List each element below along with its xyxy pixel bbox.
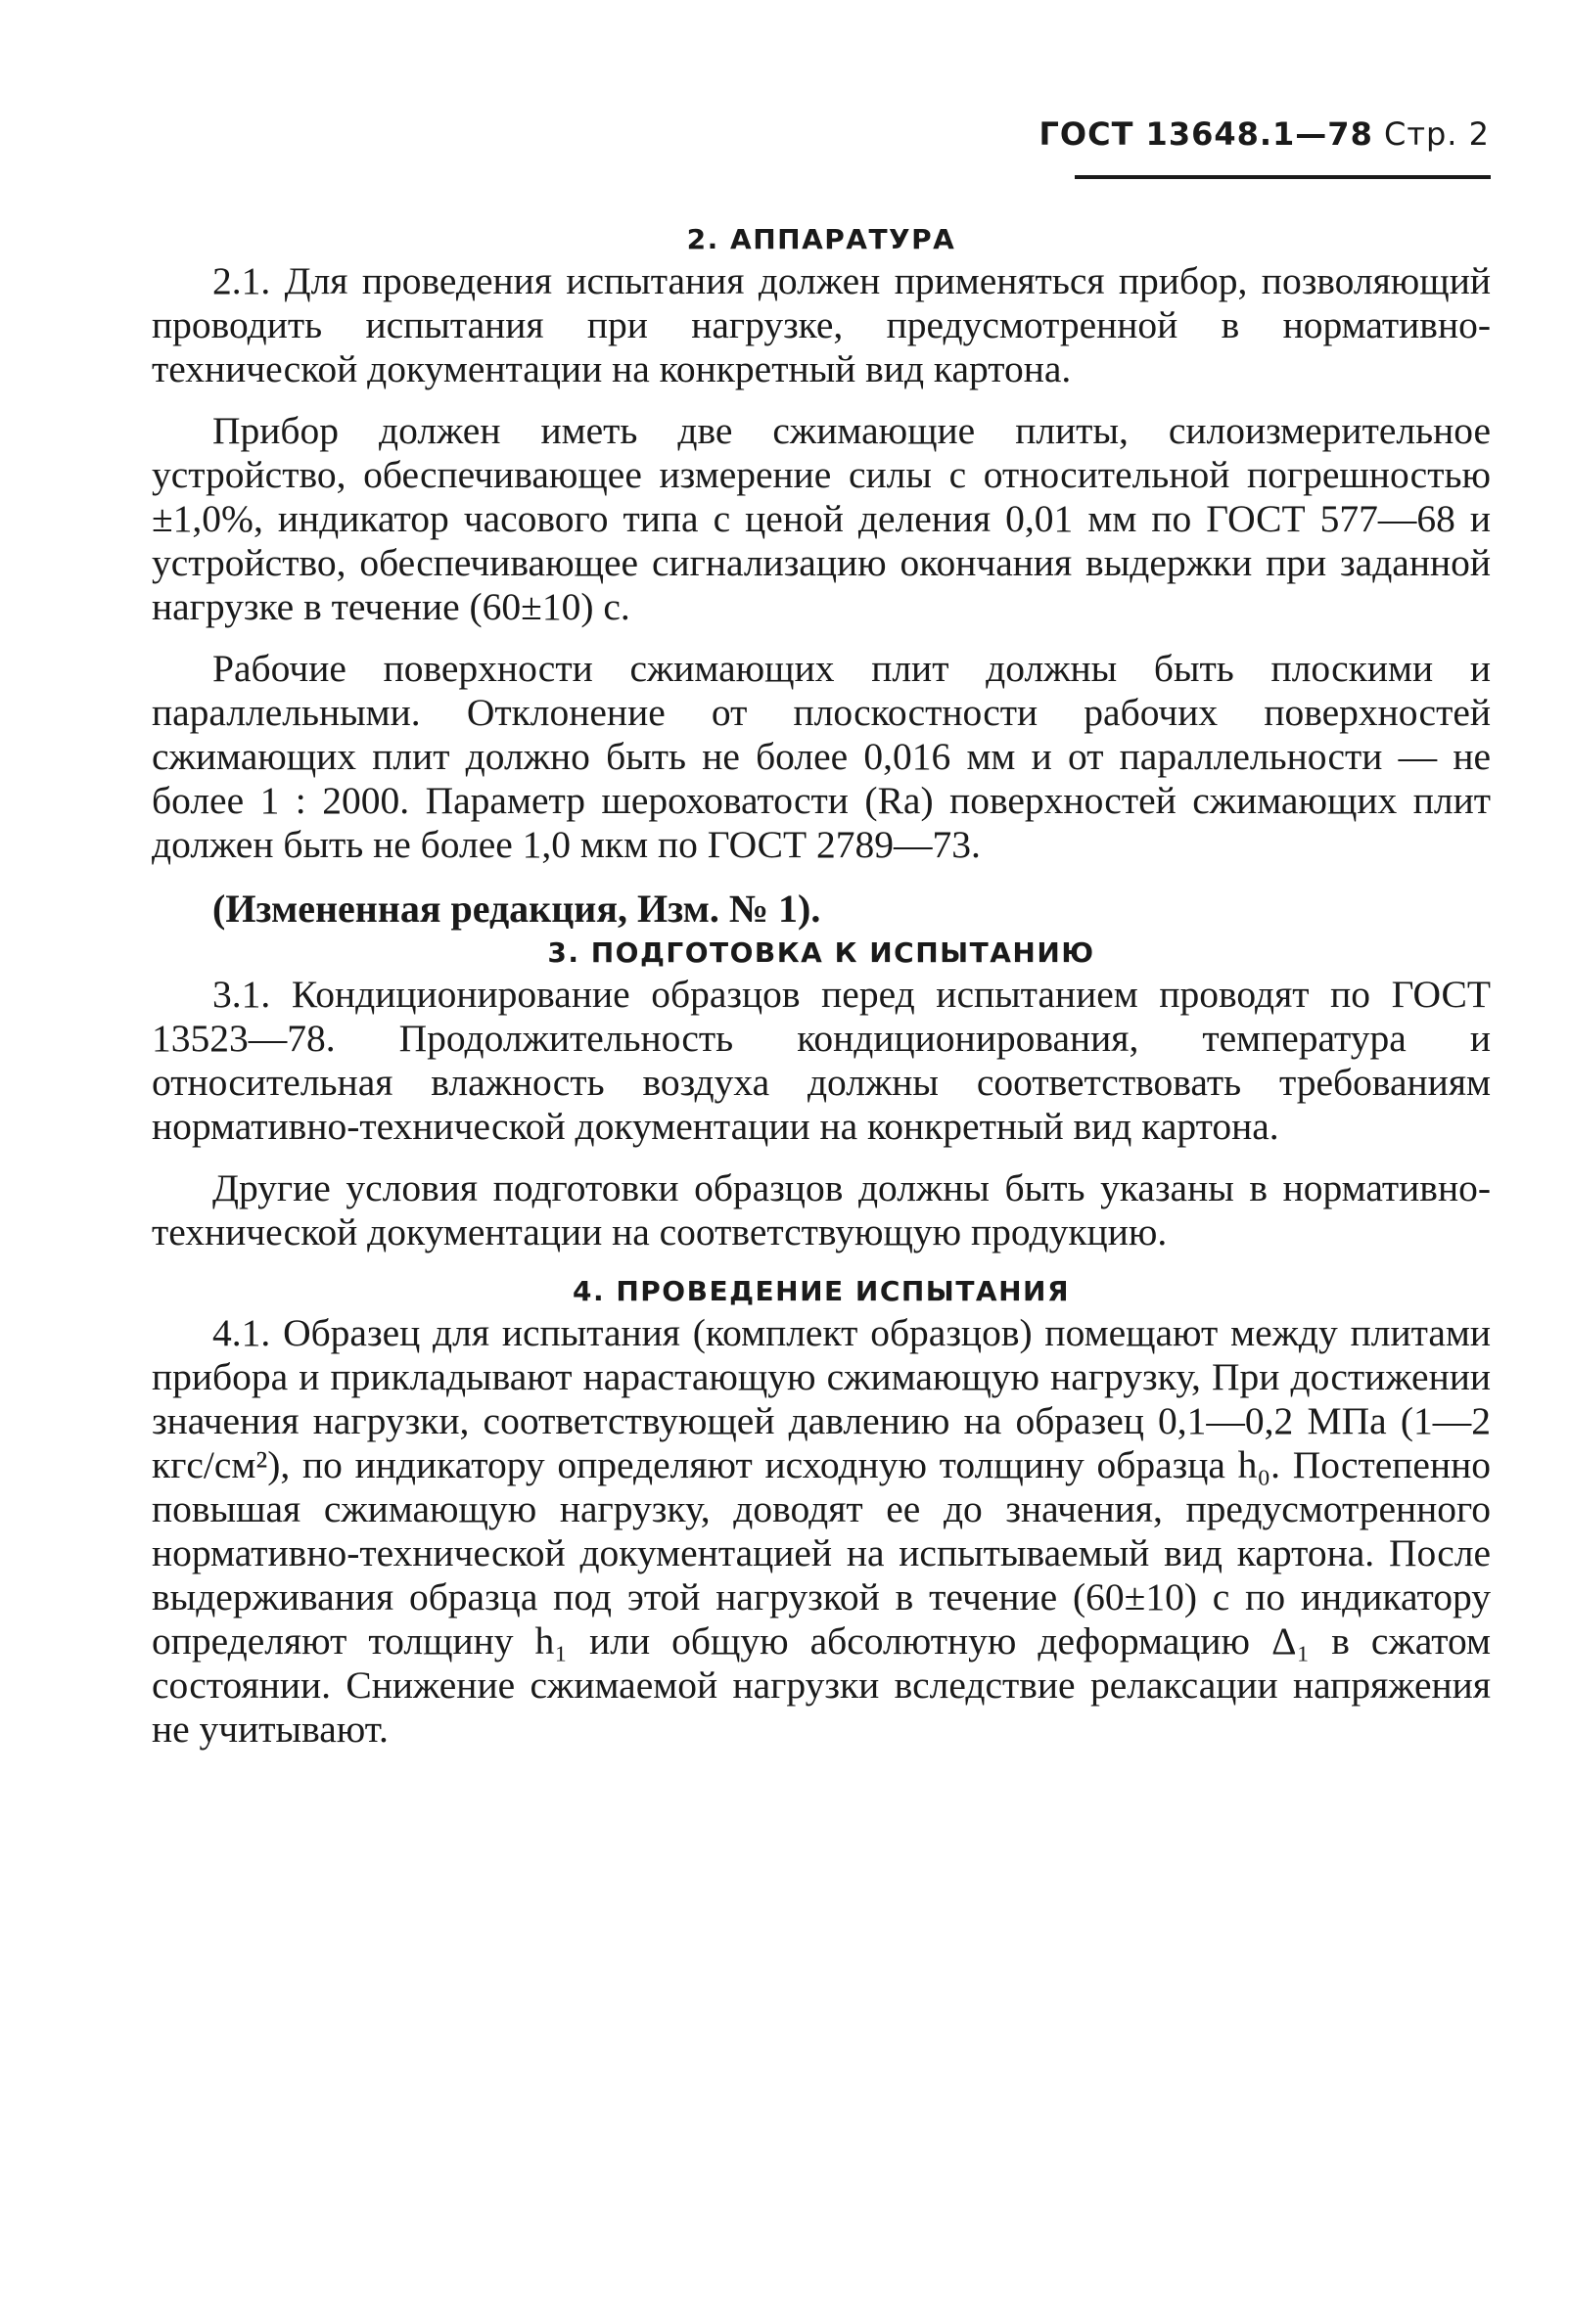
section-title-testing: 4. ПРОВЕДЕНИЕ ИСПЫТАНИЯ [572, 1275, 1071, 1307]
paragraph-2-surfaces: Рабочие поверхности сжимающих плит должны быть плоскими и параллельными. Отклонение от плоскостности рабочих поверхностей сжимающих плит должно быть не более 0,016 мм и от параллельности — не более 1 : 2000. Параметр шероховатости (Ra) поверхностей сжимающих плит должен быть не более 1,0 мкм по ГОСТ 2789—73. [152, 647, 1491, 866]
section-title-apparatus: 2. АППАРАТУРА [686, 223, 956, 255]
paragraph-4-1: 4.1. Образец для испытания (комплект образцов) помещают между плитами прибора и прикладывают нарастающую сжимающую нагрузку, При достижении значения нагрузки, соответствующей давлению на образец 0,1—0,2 МПа (1—2 кгс/см²), по индикатору определяют исходную толщину образца h₀. Постепенно повышая сжимающую нагрузку, доводят ее до значения, предусмотренного нормативно-технической документацией на испытываемый вид картона. После выдерживания образца под этой нагрузкой в течение (60±10) с по индикатору определяют толщину h₁ или общую абсолютную деформацию Δ₁ в сжатом состоянии. Снижение сжимаемой нагрузки вследствие релаксации напряжения не учитывают. [152, 1311, 1491, 1751]
standard-number: ГОСТ 13648.1—78 [1038, 115, 1373, 153]
page-header [1039, 115, 1491, 153]
header-rule [1075, 175, 1491, 179]
page-number: Стр. 2 [1384, 115, 1490, 153]
paragraph-2-device: Прибор должен иметь две сжимающие плиты, силоизмерительное устройство, обеспечивающее измерение силы с относительной погрешностью ±1,0%, индикатор часового типа с ценой деления 0,01 мм по ГОСТ 577—68 и устройство, обеспечивающее сигнализацию окончания выдержки при заданной нагрузке в течение (60±10) с. [152, 409, 1491, 628]
paragraph-3-other: Другие условия подготовки образцов должны быть указаны в нормативно-технической документации на соответствующую продукцию. [152, 1166, 1491, 1253]
paragraph-3-1: 3.1. Кондиционирование образцов перед испытанием проводят по ГОСТ 13523—78. Продолжительность кондиционирования, температура и относительная влажность воздуха должны соответствовать требованиям нормативно-технической документации на конкретный вид картона. [152, 973, 1491, 1148]
paragraph-2-1: 2.1. Для проведения испытания должен применяться прибор, позволяющий проводить испытания при нагрузке, предусмотренной в нормативно-технической документации на конкретный вид картона. [152, 259, 1491, 390]
amendment-note: (Измененная редакция, Изм. № 1). [212, 887, 821, 931]
document-body [152, 220, 1491, 1769]
section-title-preparation: 3. ПОДГОТОВКА К ИСПЫТАНИЮ [547, 936, 1095, 969]
